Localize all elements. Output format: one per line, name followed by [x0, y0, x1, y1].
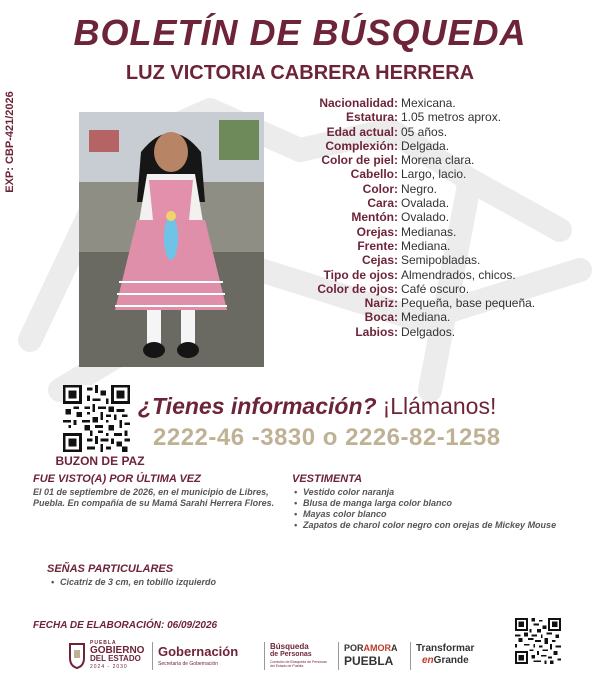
attr-tipo-ojos — [280, 268, 590, 282]
bulletin-title: BOLETÍN DE BÚSQUEDA — [73, 12, 527, 53]
clothing-list — [292, 487, 567, 531]
list-item: • Zapatos de charol color negro con orejas de Mickey Mouse — [292, 520, 567, 531]
attr-estatura — [280, 110, 590, 124]
clothing-heading: VESTIMENTA — [292, 473, 363, 485]
logo-transformar-en: en — [422, 655, 434, 666]
attr-value: Delgada. — [401, 138, 450, 153]
attr-label: Tipo de ojos: — [323, 267, 398, 282]
qr-code-icon — [63, 385, 130, 452]
attr-cabello — [280, 167, 590, 181]
contact-phones[interactable]: 2222-46 -3830 o 2226-82-1258 — [153, 424, 501, 451]
attr-color-ojos — [280, 282, 590, 296]
attr-label: Nacionalidad: — [319, 96, 398, 110]
coat-of-arms-icon — [68, 642, 86, 670]
attr-label: Complexión: — [325, 138, 398, 153]
attr-value: Morena clara. — [401, 153, 475, 168]
logo-amor-amor: AMOR — [363, 643, 392, 653]
logo-divider — [264, 642, 265, 670]
logo-estado-line2: DEL ESTADO — [90, 654, 141, 663]
logo-estado-years: 2024 - 2030 — [90, 664, 128, 670]
attr-value: 05 años. — [401, 124, 448, 139]
logo-amor-line2: PUEBLA — [344, 654, 394, 668]
institution-logos — [68, 640, 488, 672]
attr-label: Boca: — [364, 310, 398, 325]
logo-transformar-grande: Grande — [433, 655, 469, 666]
attr-value: Negro. — [401, 181, 438, 196]
buzon-label: BUZON DE PAZ — [55, 454, 145, 468]
attr-boca — [280, 310, 590, 324]
attr-label: Cabello: — [350, 167, 398, 182]
attr-value: Ovalada. — [401, 196, 450, 211]
logo-transformar-line2 — [422, 655, 469, 666]
attr-value: Medianas. — [401, 224, 457, 239]
attr-nariz — [280, 296, 590, 310]
logo-gobernacion-sub: Secretaría de Gobernación — [158, 661, 219, 667]
cta-question: ¿Tienes información? — [138, 393, 377, 419]
attr-value: Semipobladas. — [401, 253, 481, 268]
elaboration-date: FECHA DE ELABORACIÓN: 06/09/2026 — [33, 620, 218, 631]
qr-code-icon — [515, 618, 561, 664]
attr-label: Orejas: — [356, 224, 398, 239]
logo-estado-line1: GOBIERNO — [90, 645, 145, 656]
cta-call: ¡Llámanos! — [382, 393, 497, 419]
case-number: EXP: CBP-421/2026 — [4, 91, 16, 193]
logo-busqueda-title2: de Personas — [270, 651, 312, 658]
attr-value: Pequeña, base pequeña. — [401, 296, 536, 311]
attr-label: Color de ojos: — [317, 281, 398, 296]
list-item: • Blusa de manga larga color blanco — [292, 498, 567, 509]
list-item: • Vestido color naranja — [292, 487, 567, 498]
gobernacion-logo — [158, 640, 258, 672]
attr-label: Edad actual: — [326, 124, 398, 139]
logo-amor-a: A — [391, 643, 398, 653]
list-item: • Cicatriz de 3 cm, en tobillo izquierdo — [49, 577, 309, 588]
attr-label: Estatura: — [345, 110, 398, 125]
marks-list — [49, 577, 309, 588]
logo-busqueda-sub: Comisión de Búsqueda de Personas del Estado de Puebla — [270, 660, 327, 668]
missing-person-photo — [79, 112, 264, 367]
missing-person-name: LUZ VICTORIA CABRERA HERRERA — [125, 62, 475, 84]
attr-value: Mediana. — [401, 310, 451, 325]
attr-menton — [280, 210, 590, 224]
logo-divider — [152, 642, 153, 670]
logo-amor-por: POR — [344, 643, 364, 653]
attr-label: Labios: — [355, 324, 398, 339]
attr-cejas — [280, 253, 590, 267]
attr-color — [280, 182, 590, 196]
attr-frente — [280, 239, 590, 253]
attr-labios — [280, 325, 590, 339]
attr-value: Almendrados, chicos. — [401, 267, 516, 282]
attr-label: Cejas: — [361, 253, 398, 268]
attr-label: Frente: — [357, 238, 398, 253]
attr-value: Café oscuro. — [401, 281, 470, 296]
attr-value: Largo, lacio. — [401, 167, 467, 182]
footer-qr-code[interactable] — [515, 618, 561, 664]
logo-divider — [338, 642, 339, 670]
buzon-qr-code[interactable] — [63, 385, 130, 452]
call-to-action — [138, 393, 496, 420]
transformar-en-grande-logo — [416, 640, 488, 672]
last-seen-text: El 01 de septiembre de 2026, en el municipio de Libres, Puebla. En compañía de su Mamá Sarahi Herrera Flores. — [33, 487, 275, 508]
list-item: • Mayas color blanco — [292, 509, 567, 520]
gobierno-estado-logo — [68, 640, 148, 672]
attr-value: Mexicana. — [401, 96, 456, 110]
logo-estado-small: PUEBLA — [90, 640, 117, 646]
logo-busqueda-title: Búsqueda — [270, 642, 309, 651]
attr-color-piel — [280, 153, 590, 167]
attr-orejas — [280, 225, 590, 239]
logo-divider — [410, 642, 411, 670]
attr-label: Nariz: — [364, 296, 398, 311]
attr-complexion — [280, 139, 590, 153]
logo-amor-line1 — [344, 643, 398, 653]
attr-label: Mentón: — [351, 210, 398, 225]
attr-label: Color de piel: — [321, 153, 398, 168]
busqueda-logo — [270, 640, 334, 672]
attr-nacionalidad — [280, 96, 590, 110]
attr-label: Color: — [362, 181, 398, 196]
attr-value: Delgados. — [401, 324, 456, 339]
attr-value: 1.05 metros aprox. — [401, 110, 502, 125]
child-photo-illustration — [79, 112, 264, 367]
attr-value: Ovalado. — [401, 210, 450, 225]
logo-gobernacion-title: Gobernación — [158, 644, 239, 659]
logo-transformar-line1: Transformar — [416, 643, 475, 654]
attr-edad — [280, 125, 590, 139]
last-seen-heading: FUE VISTO(A) POR ÚLTIMA VEZ — [33, 473, 201, 485]
attr-cara — [280, 196, 590, 210]
physical-description — [280, 96, 590, 339]
attr-value: Mediana. — [401, 238, 451, 253]
marks-heading: SEÑAS PARTICULARES — [47, 563, 174, 575]
attr-label: Cara: — [367, 196, 398, 211]
por-amor-a-puebla-logo — [344, 640, 406, 672]
